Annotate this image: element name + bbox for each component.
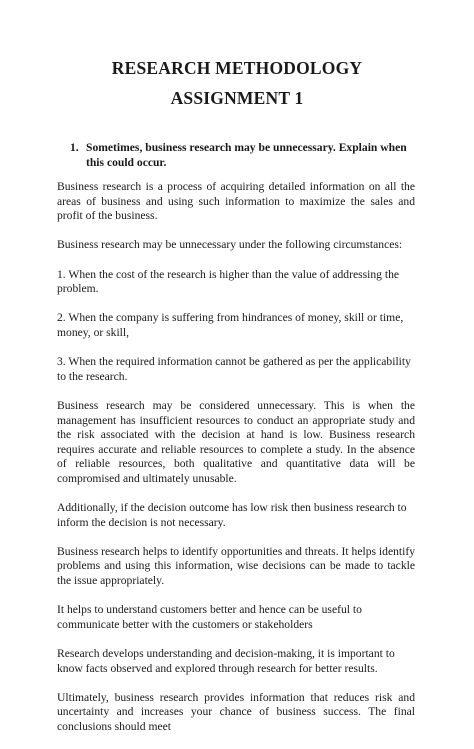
paragraph: Ultimately, business research provides information that reduces risk and uncertainty and increases your chance of business success. The final conclusions should meet [57,690,415,733]
list-item: 2. When the company is suffering from hindrances of money, skill or time, money, or skill, [57,311,404,339]
paragraph: Additionally, if the decision outcome has low risk then business research to inform the decision is not necessary. [57,501,407,529]
paragraph: Business research may be considered unnecessary. This is when the management has insufficient resources to conduct an appropriate study and the risk associated with the decision at hand is low. Business research requires accurate and reliable resources to complete a study. In the absence of reliable resources, both qualitative and quantitative data will be compromised and ultimately unusable. [57,398,415,485]
list-item: 3. When the required information cannot be gathered as per the applicability to the research. [57,355,411,383]
question-number: 1. [70,141,79,154]
paragraph: Business research may be unnecessary under the following circumstances: [57,238,403,252]
paragraph: Business research helps to identify opportunities and threats. It helps identify problems and using this information, wise decisions can be made to tackle the issue appropriately. [57,544,415,588]
paragraph: Business research is a process of acquiring detailed information on all the areas of business and using such information to maximize the sales and profit of the business. [57,180,415,223]
paragraph: Research develops understanding and decision-making, it is important to know facts observed and explored through research for better results. [57,647,395,675]
paragraph: It helps to understand customers better and hence can be useful to communicate better with the customers or stakeholders [57,603,362,631]
document-subtitle: ASSIGNMENT 1 [170,88,304,108]
answer-body [57,180,415,749]
document-title: RESEARCH METHODOLOGY [111,58,363,78]
question-text: Sometimes, business research may be unnecessary. Explain when this could occur. [86,141,407,169]
list-item: 1. When the cost of the research is higher than the value of addressing the problem. [57,267,400,296]
question-item [70,140,410,170]
